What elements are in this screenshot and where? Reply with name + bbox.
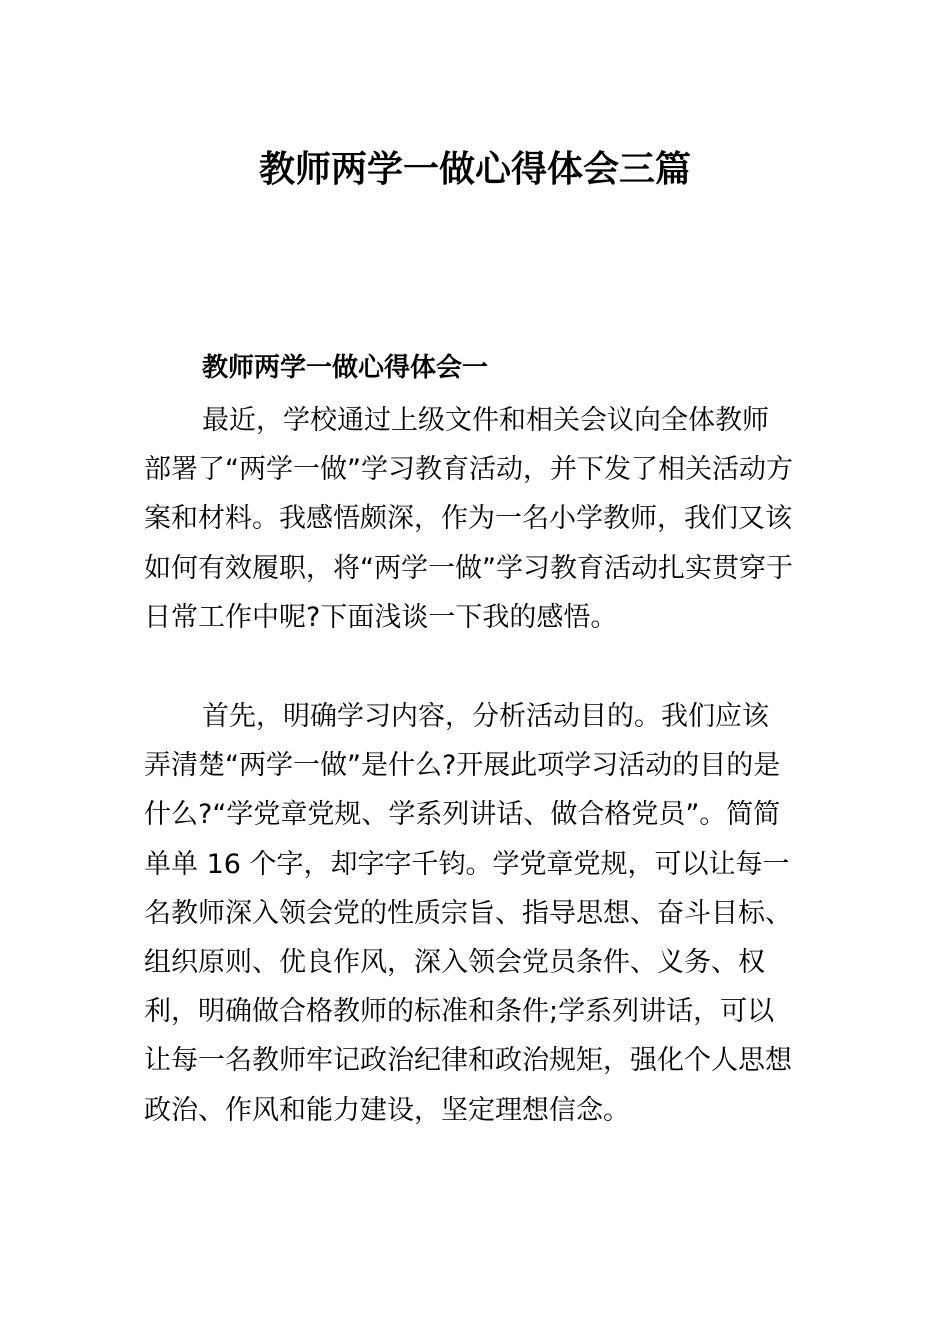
body-paragraph-1: 最近，学校通过上级文件和相关会议向全体教师部署了“两学一做”学习教育活动，并下发了相关活动方案和材料。我感悟颇深，作为一名小学教师，我们又该如何有效履职，将“两学一做”学习教育活动扎实贯穿于日常工作中呢?下面浅谈一下我的感悟。 — [144, 405, 793, 633]
document-title: 教师两学一做心得体会三篇 — [258, 149, 691, 190]
body-paragraph-2: 首先，明确学习内容，分析活动目的。我们应该弄清楚“两学一做”是什么?开展此项学习活动的目的是什么?“学党章党规、学系列讲话、做合格党员”。简简单单 16 个字，却字字千钧。学党章党规，可以让每一名教师深入领会党的性质宗旨、指导思想、奋斗目标、组织原则、优良作风，深入领会党员条件、义务、权利，明确做合格教师的标准和条件;学系列讲话，可以让每一名教师牢记政治纪律和政治规矩，强化个人思想政治、作风和能力建设，坚定理想信念。 — [144, 701, 792, 1126]
section-heading: 教师两学一做心得体会一 — [202, 353, 489, 383]
